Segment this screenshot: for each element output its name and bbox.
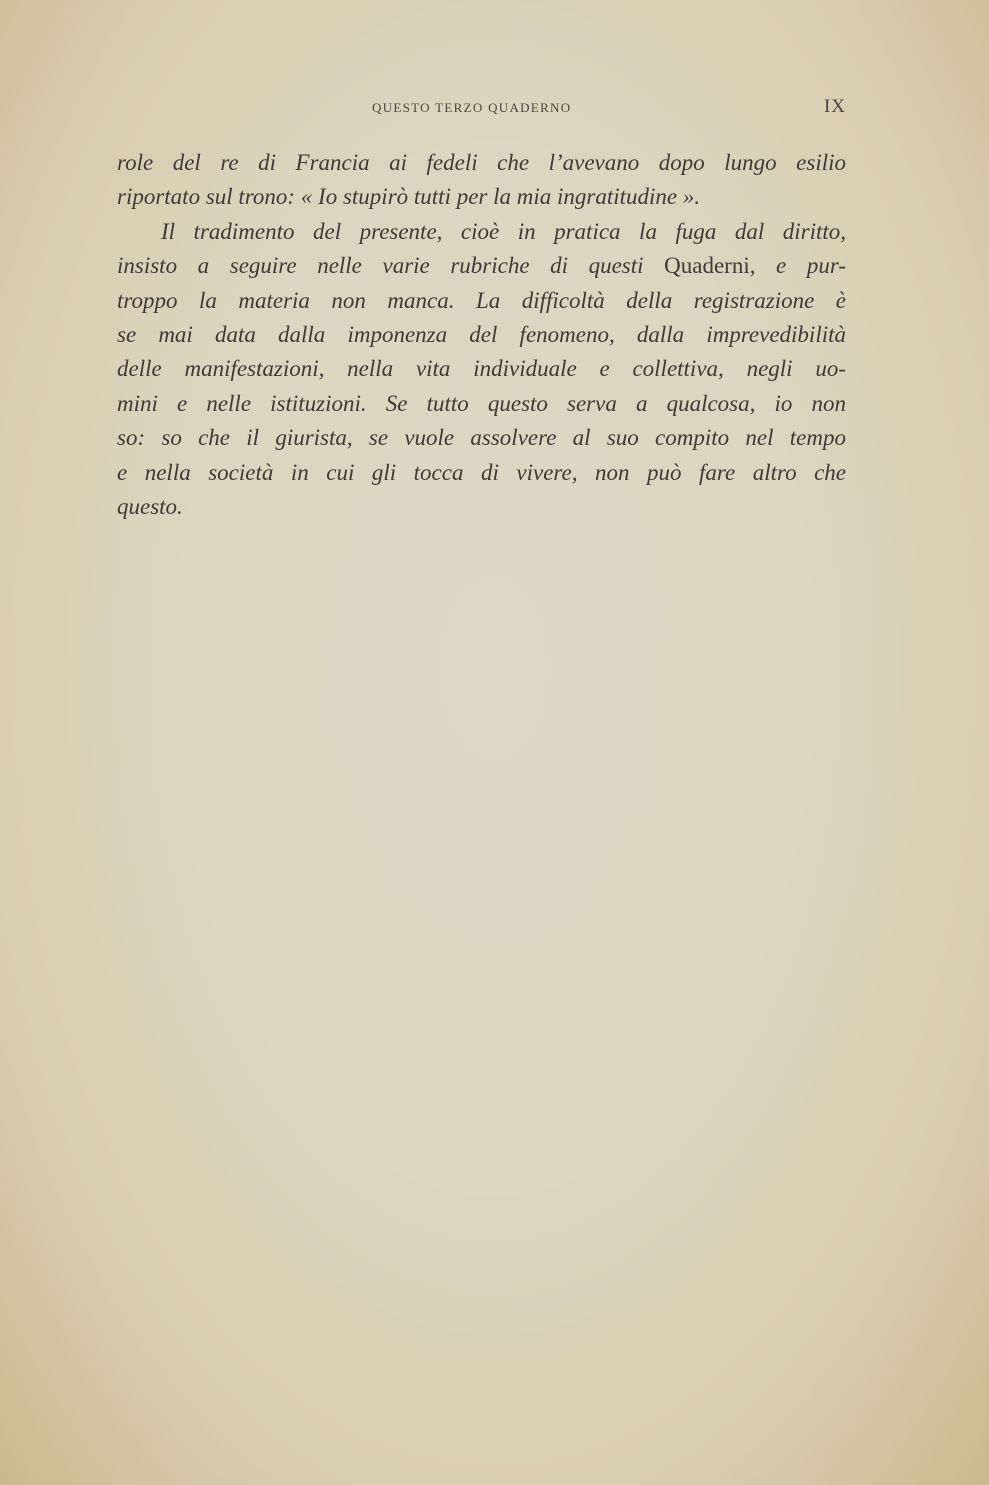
text-line: role del re di Francia ai fedeli che l’avevano dopo lungo esilio (117, 150, 846, 175)
text-line: e nella società in cui gli tocca di vivere, non può fare altro che (117, 459, 846, 485)
body-text (117, 146, 846, 524)
text-span: , e pur- (749, 253, 847, 279)
paragraph-1 (117, 146, 846, 215)
paragraph-2 (117, 215, 846, 525)
text-line: Il tradimento del presente, cioè in pratica la fuga dal diritto, (161, 218, 846, 244)
text-line: questo. (117, 494, 183, 520)
book-title: Quaderni (664, 253, 750, 279)
text-span: insisto a seguire nelle varie rubriche di questi (117, 253, 644, 279)
text-line: riportato sul trono: « Io stupirò tutti per la mia ingratitudine ». (117, 184, 701, 210)
text-line: mini e nelle istituzioni. Se tutto questo serva a qualcosa, io non (117, 390, 846, 416)
running-title: QUESTO TERZO QUADERNO (372, 100, 572, 115)
running-head (117, 96, 846, 120)
page-number: IX (823, 96, 846, 117)
text-line: troppo la materia non manca. La difficoltà della registrazione è (117, 287, 846, 313)
text-line: se mai data dalla imponenza del fenomeno, dalla imprevedibilità (117, 322, 846, 348)
text-line-mixed (117, 249, 846, 283)
text-line: delle manifestazioni, nella vita individuale e collettiva, negli uo- (117, 356, 846, 382)
text-line: so: so che il giurista, se vuole assolvere al suo compito nel tempo (117, 425, 846, 451)
